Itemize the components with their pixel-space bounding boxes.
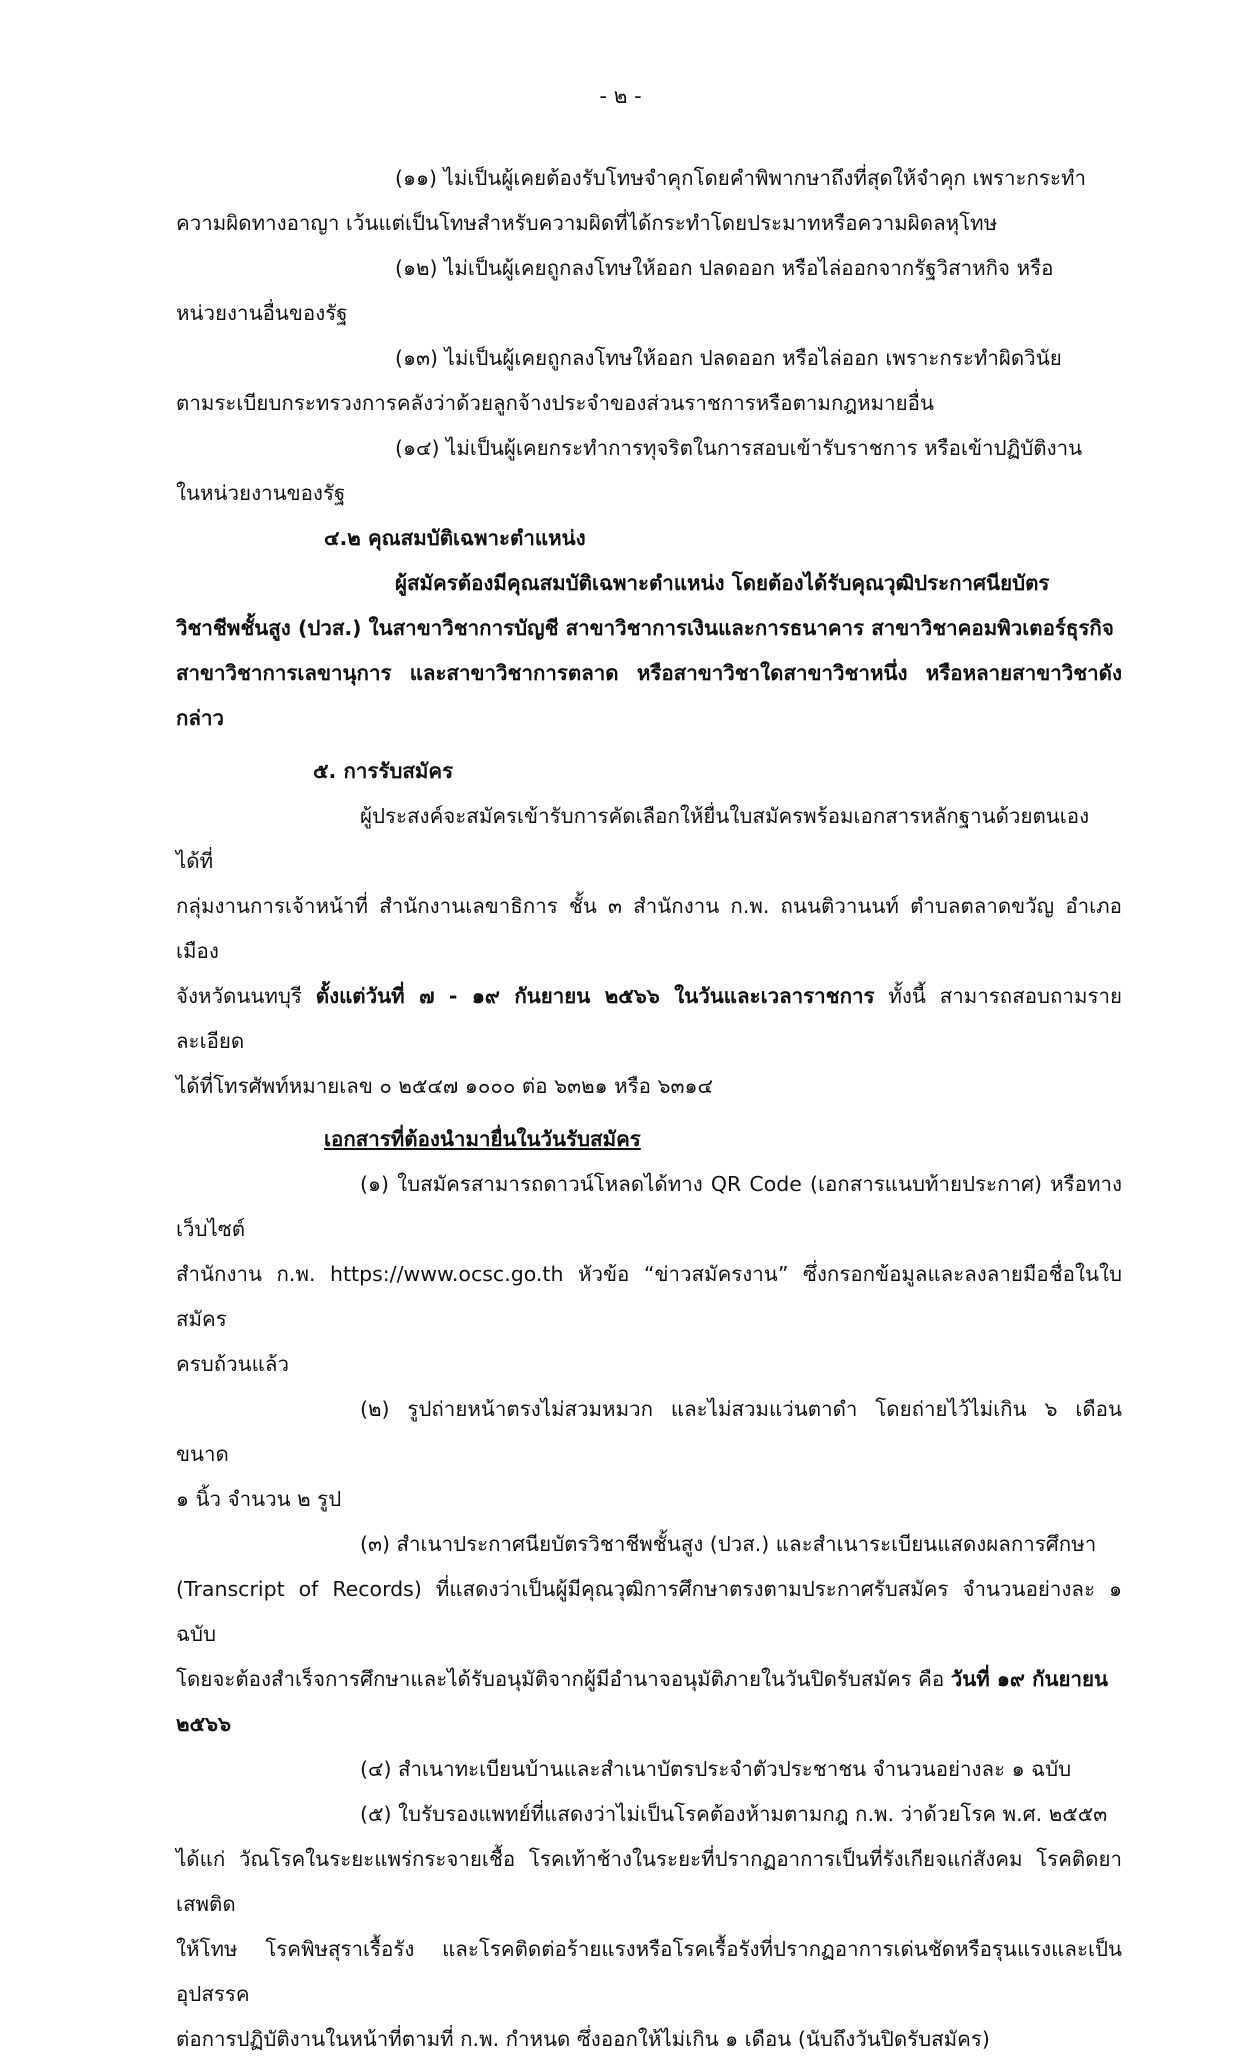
section-5-line1: ผู้ประสงค์จะสมัครเข้ารับการคัดเลือกให้ยื่นใบสมัครพร้อมเอกสารหลักฐานด้วยตนเองได้ที่ xyxy=(176,804,1090,873)
section-5-line3-suffix: ทั้งนี้ สามารถสอบถามรายละเอียด xyxy=(176,984,1122,1053)
section-4-2-line2: วิชาชีพชั้นสูง (ปวส.) ในสาขาวิชาการบัญชี สาขาวิชาการเงินและการธนาคาร สาขาวิชาคอมพิวเตอร์ธุรกิจ xyxy=(176,616,1114,640)
item-14 xyxy=(176,426,1122,516)
doc-item-5-line3: ให้โทษ โรคพิษสุราเรื้อรัง และโรคติดต่อร้ายแรงหรือโรคเรื้อรังที่ปรากฏอาการเด่นชัดหรือรุนแรงและเป็นอุปสรรค xyxy=(176,1937,1122,2006)
doc-item-3-line1: (๓) สำเนาประกาศนียบัตรวิชาชีพชั้นสูง (ปวส.) และสำเนาระเบียนแสดงผลการศึกษา xyxy=(360,1532,1097,1556)
contact-phone: ได้ที่โทรศัพท์หมายเลข ๐ ๒๕๔๗ ๑๐๐๐ ต่อ ๖๓๒๑ หรือ ๖๓๑๔ xyxy=(176,1074,714,1098)
doc-item-3-line3-prefix: โดยจะต้องสำเร็จการศึกษาและได้รับอนุมัติจากผู้มีอำนาจอนุมัติภายในวันปิดรับสมัคร คือ xyxy=(176,1667,951,1691)
doc-item-4-line1: (๔) สำเนาทะเบียนบ้านและสำเนาบัตรประจำตัวประชาชน จำนวนอย่างละ ๑ ฉบับ xyxy=(360,1757,1072,1781)
item-13-line1: (๑๓) ไม่เป็นผู้เคยถูกลงโทษให้ออก ปลดออก หรือไล่ออก เพราะกระทำผิดวินัย xyxy=(395,346,1062,370)
doc-item-2-line2: ๑ นิ้ว จำนวน ๒ รูป xyxy=(176,1487,342,1511)
section-5-heading: ๕. การรับสมัคร xyxy=(313,759,454,783)
section-4-2-text xyxy=(176,561,1122,741)
doc-item-4 xyxy=(176,1747,1122,1792)
page-number: - ๒ - xyxy=(599,84,642,108)
doc-item-3 xyxy=(176,1522,1122,1747)
doc-item-1-line2: สำนักงาน ก.พ. https://www.ocsc.go.th หัวข้อ “ข่าวสมัครงาน” ซึ่งกรอกข้อมูลและลงลายมือชื่อในใบสมัคร xyxy=(176,1262,1122,1331)
doc-item-1 xyxy=(176,1162,1122,1387)
section-4-2-heading: ๔.๒ คุณสมบัติเฉพาะตำแหน่ง xyxy=(324,526,586,550)
closing-date: วันที่ ๑๙ กันยายน xyxy=(950,1667,1109,1691)
item-12 xyxy=(176,246,1122,336)
doc-item-2 xyxy=(176,1387,1122,1522)
item-11-line1: (๑๑) ไม่เป็นผู้เคยต้องรับโทษจำคุกโดยคำพิพากษาถึงที่สุดให้จำคุก เพราะกระทำ xyxy=(395,166,1086,190)
item-11 xyxy=(176,156,1122,246)
doc-item-1-line3: ครบถ้วนแล้ว xyxy=(176,1352,289,1376)
doc-item-5-line4: ต่อการปฏิบัติงานในหน้าที่ตามที่ ก.พ. กำหนด ซึ่งออกให้ไม่เกิน ๑ เดือน (นับถึงวันปิดรับสมัคร) xyxy=(176,2027,990,2051)
section-5-line3-prefix: จังหวัดนนทบุรี xyxy=(176,984,316,1008)
doc-item-3-line2: (Transcript of Records) ที่แสดงว่าเป็นผู้มีคุณวุฒิการศึกษาตรงตามประกาศรับสมัคร จำนวนอย่างละ ๑ ฉบับ xyxy=(176,1577,1122,1646)
doc-item-5-line2: ได้แก่ วัณโรคในระยะแพร่กระจายเชื้อ โรคเท้าช้างในระยะที่ปรากฏอาการเป็นที่รังเกียจแก่สังคม โรคติดยาเสพติด xyxy=(176,1847,1122,1916)
item-14-line1: (๑๔) ไม่เป็นผู้เคยกระทำการทุจริตในการสอบเข้ารับราชการ หรือเข้าปฏิบัติงาน xyxy=(395,436,1083,460)
doc-item-1-line1: (๑) ใบสมัครสามารถดาวน์โหลดได้ทาง QR Code (เอกสารแนบท้ายประกาศ) หรือทางเว็บไซต์ xyxy=(176,1172,1122,1241)
documents-heading: เอกสารที่ต้องนำมายื่นในวันรับสมัคร xyxy=(324,1127,641,1151)
doc-item-5-line1: (๕) ใบรับรองแพทย์ที่แสดงว่าไม่เป็นโรคต้องห้ามตามกฎ ก.พ. ว่าด้วยโรค พ.ศ. ๒๕๕๓ xyxy=(360,1802,1108,1826)
section-4-2-line1: ผู้สมัครต้องมีคุณสมบัติเฉพาะตำแหน่ง โดยต้องได้รับคุณวุฒิประกาศนียบัตร xyxy=(395,571,1050,595)
section-5-line2: กลุ่มงานการเจ้าหน้าที่ สำนักงานเลขาธิการ ชั้น ๓ สำนักงาน ก.พ. ถนนติวานนท์ ตำบลตลาดขวัญ อำเภอเมือง xyxy=(176,894,1122,963)
item-12-line1: (๑๒) ไม่เป็นผู้เคยถูกลงโทษให้ออก ปลดออก หรือไล่ออกจากรัฐวิสาหกิจ หรือ xyxy=(395,256,1054,280)
item-14-line2: ในหน่วยงานของรัฐ xyxy=(176,481,346,505)
section-4-2-line3: สาขาวิชาการเลขานุการ และสาขาวิชาการตลาด หรือสาขาวิชาใดสาขาวิชาหนึ่ง หรือหลายสาขาวิชาดังกล่าว xyxy=(176,661,1122,730)
section-5-text xyxy=(176,794,1122,1109)
item-13-line2: ตามระเบียบกระทรวงการคลังว่าด้วยลูกจ้างประจำของส่วนราชการหรือตามกฎหมายอื่น xyxy=(176,391,934,415)
document-body xyxy=(176,156,1122,2062)
item-13 xyxy=(176,336,1122,426)
closing-year: ๒๕๖๖ xyxy=(176,1712,232,1736)
doc-item-5 xyxy=(176,1792,1122,2062)
item-11-line2: ความผิดทางอาญา เว้นแต่เป็นโทษสำหรับความผิดที่ได้กระทำโดยประมาทหรือความผิดลหุโทษ xyxy=(176,211,998,235)
application-period: ตั้งแต่วันที่ ๗ - ๑๙ กันยายน ๒๕๖๖ ในวันและเวลาราชการ xyxy=(315,984,875,1008)
doc-item-2-line1: (๒) รูปถ่ายหน้าตรงไม่สวมหมวก และไม่สวมแว่นตาดำ โดยถ่ายไว้ไม่เกิน ๖ เดือน ขนาด xyxy=(176,1397,1122,1466)
item-12-line2: หน่วยงานอื่นของรัฐ xyxy=(176,301,348,325)
